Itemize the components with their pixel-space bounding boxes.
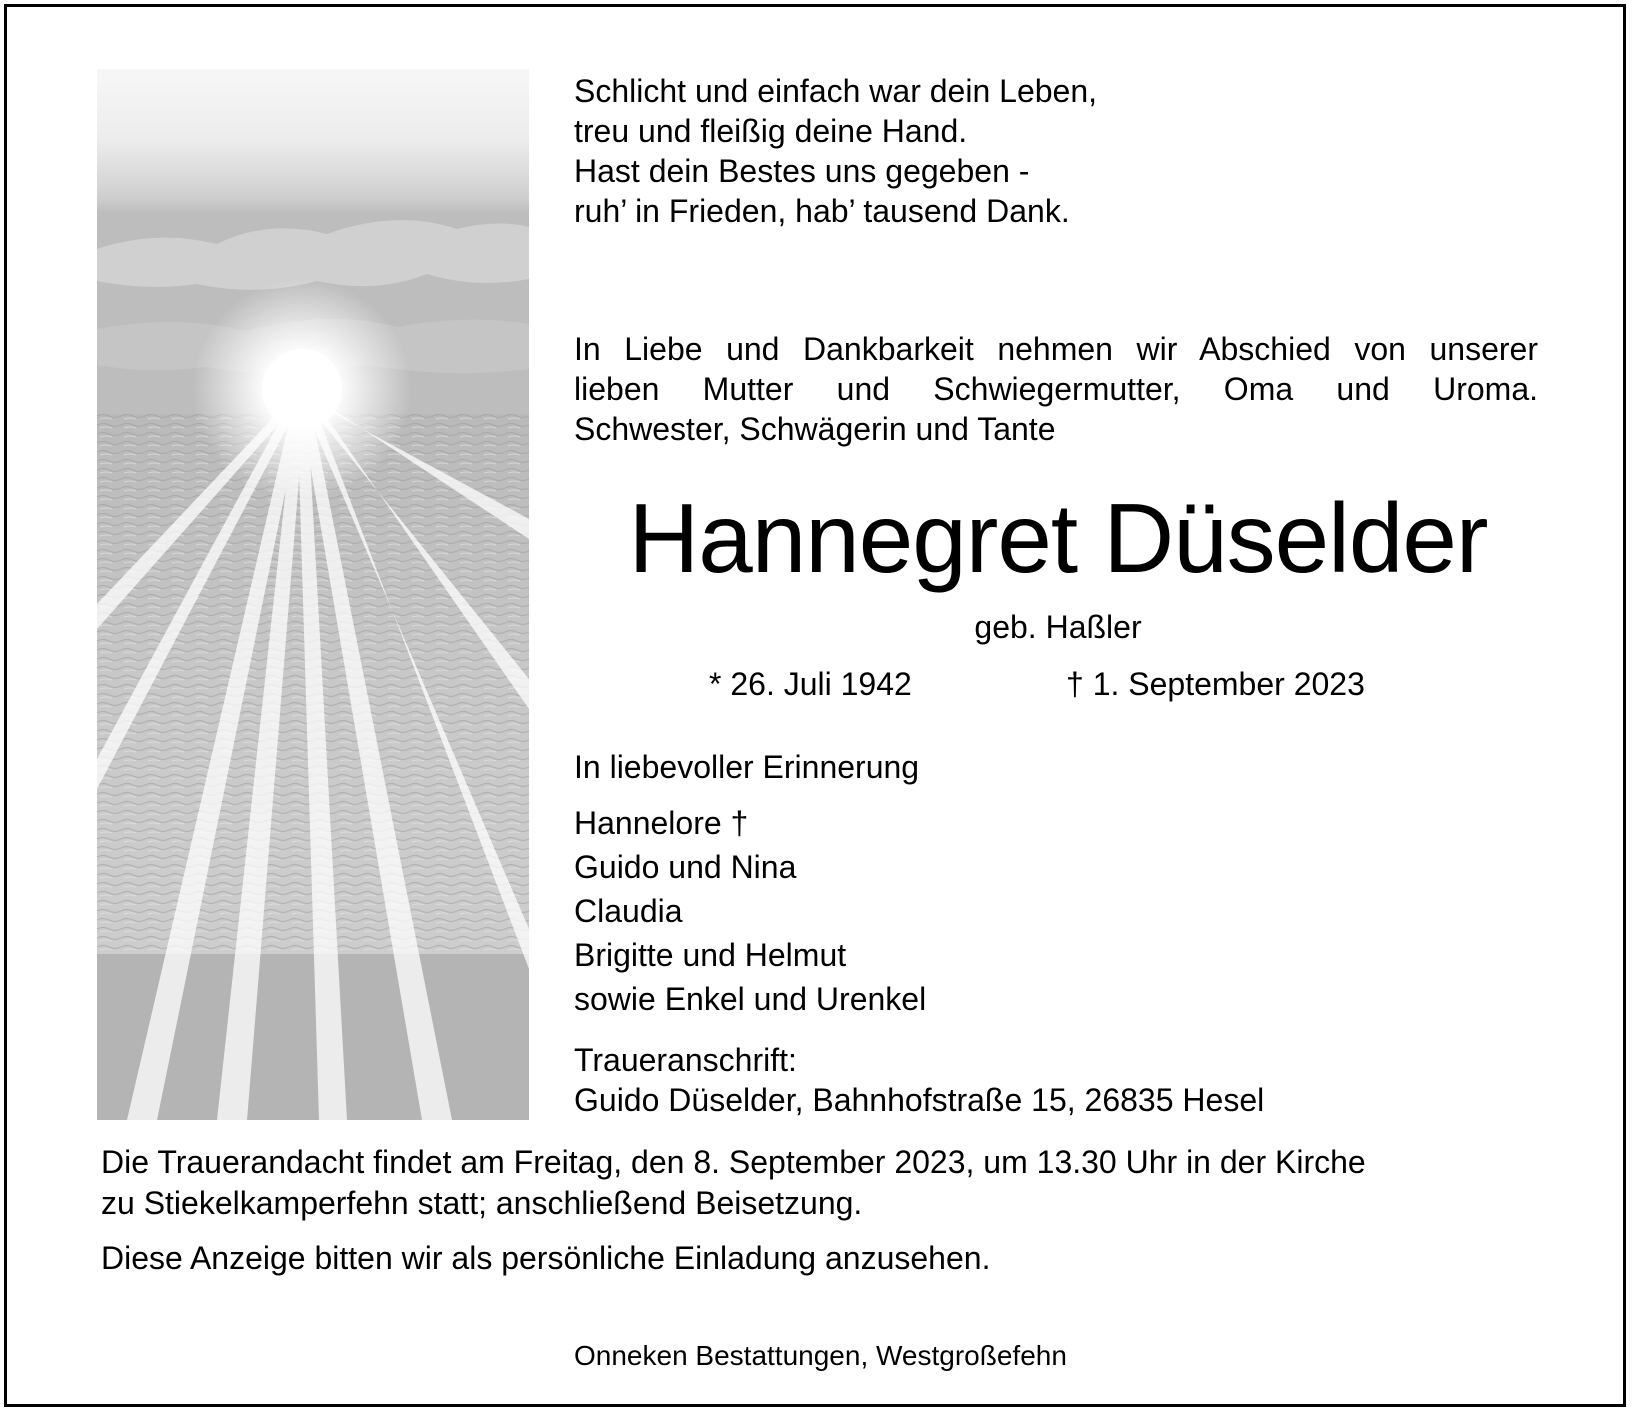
service-notice (101, 1142, 1366, 1224)
maiden-name: geb. Haßler (974, 609, 1142, 645)
mourner: Claudia (574, 893, 683, 929)
undertaker-credit: Onneken Bestattungen, Westgroßefehn (574, 1340, 1067, 1371)
service-line: Die Trauerandacht findet am Freitag, den 8. September 2023, um 13.30 Uhr in der Kirche (101, 1144, 1366, 1180)
poem-line: Hast dein Bestes uns gegeben - (574, 153, 1030, 189)
mourner: Brigitte und Helmut (574, 937, 847, 973)
memory-line: In liebevoller Erinnerung (574, 749, 920, 785)
birth-date: * 26. Juli 1942 (709, 666, 912, 702)
address-label: Traueranschrift: (574, 1042, 797, 1078)
intro-line: Schwester, Schwägerin und Tante (574, 411, 1056, 447)
sun-rays-over-sea-image (97, 69, 529, 1120)
mourner: Hannelore † (574, 805, 749, 841)
death-date: † 1. September 2023 (1066, 666, 1365, 702)
poem-line: Schlicht und einfach war dein Leben, (574, 73, 1098, 109)
mourners-list (574, 803, 926, 1023)
poem (574, 71, 1097, 231)
poem-line: ruh’ in Frieden, hab’ tausend Dank. (574, 193, 1070, 229)
mourner: sowie Enkel und Urenkel (574, 981, 927, 1017)
address-value: Guido Düselder, Bahnhofstraße 15, 26835 Hesel (574, 1082, 1265, 1118)
intro-line: In Liebe und Dankbarkeit nehmen wir Abschied von unserer (574, 331, 1538, 367)
service-line: zu Stiekelkamperfehn statt; anschließend Beisetzung. (101, 1185, 863, 1221)
mourning-address (574, 1040, 1264, 1120)
intro-line: lieben Mutter und Schwiegermutter, Oma und Uroma. (574, 371, 1538, 407)
intro-paragraph (574, 329, 1538, 449)
invitation-note: Diese Anzeige bitten wir als persönliche Einladung anzusehen. (101, 1240, 991, 1276)
poem-line: treu und fleißig deine Hand. (574, 113, 968, 149)
deceased-name: Hannegret Düselder (628, 483, 1488, 593)
mourner: Guido und Nina (574, 849, 797, 885)
